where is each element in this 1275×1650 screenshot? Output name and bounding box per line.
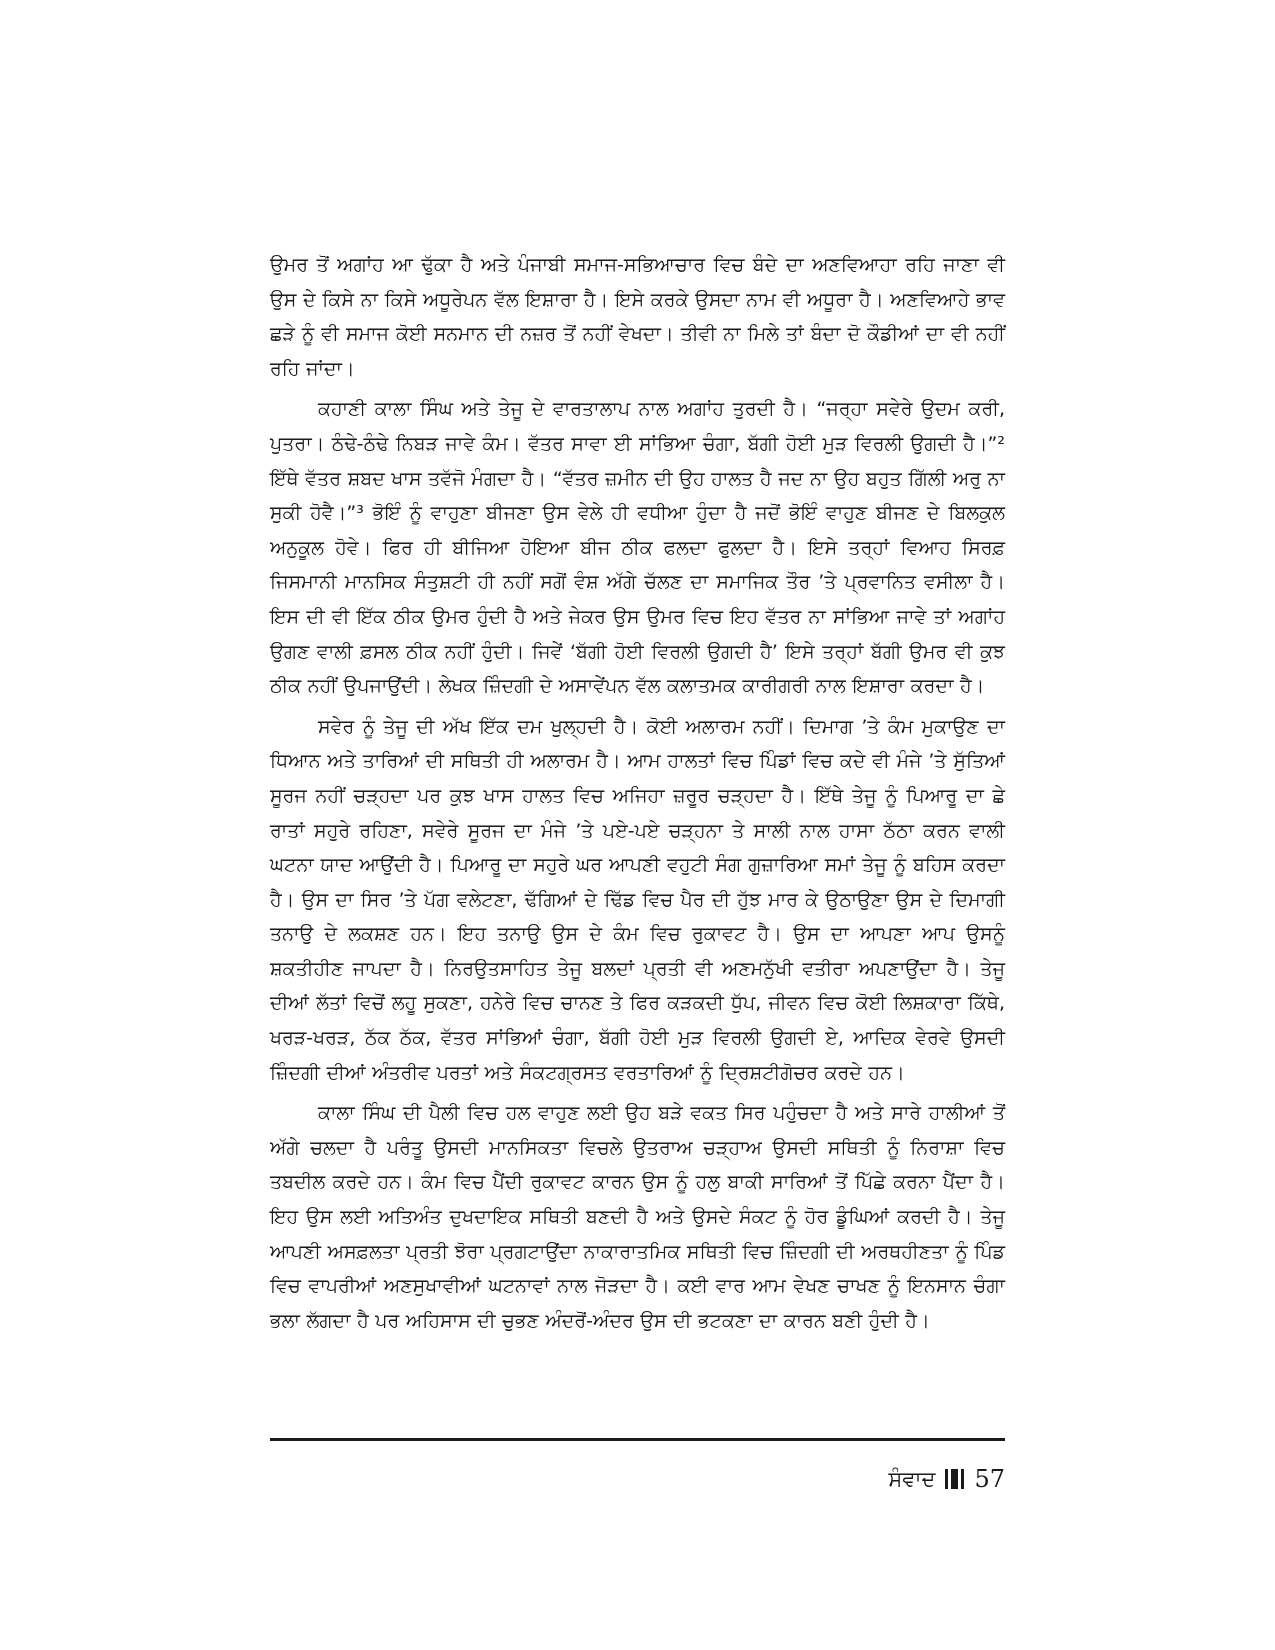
paragraph-2: ਕਹਾਣੀ ਕਾਲਾ ਸਿੰਘ ਅਤੇ ਤੇਜੂ ਦੇ ਵਾਰਤਾਲਾਪ ਨਾਲ ਅਗਾਂਹ ਤੁਰਦੀ ਹੈ। “ਜਰ੍ਹਾ ਸਵੇਰੇ ਉਦਮ ਕਰੀ, ਪੁਤਰਾ। ਠੰਢੇ-ਠੰਢੇ ਨਿਬੜ ਜਾਵੇ ਕੰਮ। ਵੱਤਰ ਸਾਵਾ ਈ ਸਾਂਭਿਆ ਚੰਗਾ, ਬੱਗੀ ਹੋਈ ਮੁੜ ਵਿਰਲੀ ਉਗਦੀ ਹੈ।”² ਇੱਥੇ ਵੱਤਰ ਸ਼ਬਦ ਖਾਸ ਤਵੱਜੋ ਮੰਗਦਾ ਹੈ। “ਵੱਤਰ ਜ਼ਮੀਨ ਦੀ ਉਹ ਹਾਲਤ ਹੈ ਜਦ ਨਾ ਉਹ ਬਹੁਤ ਗਿੱਲੀ ਅਰੁ ਨਾ ਸੁਕੀ ਹੋਵੈ।”³ ਭੋਇੰ ਨੂੰ ਵਾਹੁਣਾ ਬੀਜਣਾ ਉਸ ਵੇਲੇ ਹੀ ਵਧੀਆ ਹੁੰਦਾ ਹੈ ਜਦੋਂ ਭੋਇੰ ਵਾਹੁਣ ਬੀਜਣ ਦੇ ਬਿਲਕੁਲ ਅਨੁਕੂਲ ਹੋਵੇ। ਫਿਰ ਹੀ ਬੀਜਿਆ ਹੋਇਆ ਬੀਜ ਠੀਕ ਫਲਦਾ ਫੁਲਦਾ ਹੈ। ਇਸੇ ਤਰ੍ਹਾਂ ਵਿਆਹ ਸਿਰਫ਼ ਜਿਸਮਾਨੀ ਮਾਨਸਿਕ ਸੰਤੁਸ਼ਟੀ ਹੀ ਨਹੀਂ ਸਗੋਂ ਵੰਸ਼ ਅੱਗੇ ਚੱਲਣ ਦਾ ਸਮਾਜਿਕ ਤੌਰ ’ਤੇ ਪ੍ਰਵਾਨਿਤ ਵਸੀਲਾ ਹੈ। ਇਸ ਦੀ ਵੀ ਇੱਕ ਠੀਕ ਉਮਰ ਹੁੰਦੀ ਹੈ ਅਤੇ ਜੇਕਰ ਉਸ ਉਮਰ ਵਿਚ ਇਹ ਵੱਤਰ ਨਾ ਸਾਂਭਿਆ ਜਾਵੇ ਤਾਂ ਅਗਾਂਹ ਉਗਣ ਵਾਲੀ ਫ਼ਸਲ ਠੀਕ ਨਹੀਂ ਹੁੰਦੀ। ਜਿਵੇਂ ‘ਬੱਗੀ ਹੋਈ ਵਿਰਲੀ ਉਗਦੀ ਹੈ’ ਇਸੇ ਤਰ੍ਹਾਂ ਬੱਗੀ ਉਮਰ ਵੀ ਕੁਝ ਠੀਕ ਨਹੀਂ ਉਪਜਾਉਂਦੀ। ਲੇਖਕ ਜ਼ਿੰਦਗੀ ਦੇ ਅਸਾਵੇਂਪਨ ਵੱਲ ਕਲਾਤਮਕ ਕਾਰੀਗਰੀ ਨਾਲ ਇਸ਼ਾਰਾ ਕਰਦਾ ਹੈ। — [270, 398, 1005, 698]
paragraph-3: ਸਵੇਰ ਨੂੰ ਤੇਜੂ ਦੀ ਅੱਖ ਇੱਕ ਦਮ ਖੁਲ੍ਹਦੀ ਹੈ। ਕੋਈ ਅਲਾਰਮ ਨਹੀਂ। ਦਿਮਾਗ ’ਤੇ ਕੰਮ ਮੁਕਾਉਣ ਦਾ ਧਿਆਨ ਅਤੇ ਤਾਰਿਆਂ ਦੀ ਸਥਿਤੀ ਹੀ ਅਲਾਰਮ ਹੈ। ਆਮ ਹਾਲਤਾਂ ਵਿਚ ਪਿੰਡਾਂ ਵਿਚ ਕਦੇ ਵੀ ਮੰਜੇ ’ਤੇ ਸੁੱਤਿਆਂ ਸੂਰਜ ਨਹੀਂ ਚੜ੍ਹਦਾ ਪਰ ਕੁਝ ਖਾਸ ਹਾਲਤ ਵਿਚ ਅਜਿਹਾ ਜ਼ਰੂਰ ਚੜ੍ਹਦਾ ਹੈ। ਇੱਥੇ ਤੇਜੂ ਨੂੰ ਪਿਆਰੂ ਦਾ ਛੇ ਰਾਤਾਂ ਸਹੁਰੇ ਰਹਿਣਾ, ਸਵੇਰੇ ਸੂਰਜ ਦਾ ਮੰਜੇ ’ਤੇ ਪਏ-ਪਏ ਚੜ੍ਹਨਾ ਤੇ ਸਾਲੀ ਨਾਲ ਹਾਸਾ ਠੱਠਾ ਕਰਨ ਵਾਲੀ ਘਟਨਾ ਯਾਦ ਆਉਂਦੀ ਹੈ। ਪਿਆਰੂ ਦਾ ਸਹੁਰੇ ਘਰ ਆਪਣੀ ਵਹੁਟੀ ਸੰਗ ਗੁਜ਼ਾਰਿਆ ਸਮਾਂ ਤੇਜੂ ਨੂੰ ਬਹਿਸ ਕਰਦਾ ਹੈ। ਉਸ ਦਾ ਸਿਰ ’ਤੇ ਪੱਗ ਵਲੇਟਣਾ, ਢੱਗਿਆਂ ਦੇ ਢਿੱਡ ਵਿਚ ਪੈਰ ਦੀ ਹੁੱਝ ਮਾਰ ਕੇ ਉਠਾਉਣਾ ਉਸ ਦੇ ਦਿਮਾਗੀ ਤਨਾਉ ਦੇ ਲਕਸ਼ਣ ਹਨ। ਇਹ ਤਨਾਉ ਉਸ ਦੇ ਕੰਮ ਵਿਚ ਰੁਕਾਵਟ ਹੈ। ਉਸ ਦਾ ਆਪਣਾ ਆਪ ਉਸਨੂੰ ਸ਼ਕਤੀਹੀਣ ਜਾਪਦਾ ਹੈ। ਨਿਰਉਤਸਾਹਿਤ ਤੇਜੂ ਬਲਦਾਂ ਪ੍ਰਤੀ ਵੀ ਅਣਮਨੁੱਖੀ ਵਤੀਰਾ ਅਪਣਾਉਂਦਾ ਹੈ। ਤੇਜੂ ਦੀਆਂ ਲੱਤਾਂ ਵਿਚੋਂ ਲਹੂ ਸੁਕਣਾ, ਹਨੇਰੇ ਵਿਚ ਚਾਨਣ ਤੇ ਫਿਰ ਕੜਕਦੀ ਧੁੱਪ, ਜੀਵਨ ਵਿਚ ਕੋਈ ਲਿਸ਼ਕਾਰਾ ਕਿੱਥੇ, ਖਰੜ-ਖਰੜ, ਠੱਕ ਠੱਕ, ਵੱਤਰ ਸਾਂਭਿਆਂ ਚੰਗਾ, ਬੱਗੀ ਹੋਈ ਮੁੜ ਵਿਰਲੀ ਉਗਦੀ ਏ, ਆਦਿਕ ਵੇਰਵੇ ਉਸਦੀ ਜ਼ਿੰਦਗੀ ਦੀਆਂ ਅੰਤਰੀਵ ਪਰਤਾਂ ਅਤੇ ਸੰਕਟਗ੍ਰਸਤ ਵਰਤਾਰਿਆਂ ਨੂੰ ਦ੍ਰਿਸ਼ਟੀਗੋਚਰ ਕਰਦੇ ਹਨ। — [270, 715, 1005, 1084]
paragraph-4: ਕਾਲਾ ਸਿੰਘ ਦੀ ਪੈਲੀ ਵਿਚ ਹਲ ਵਾਹੁਣ ਲਈ ਉਹ ਬੜੇ ਵਕਤ ਸਿਰ ਪਹੁੰਚਦਾ ਹੈ ਅਤੇ ਸਾਰੇ ਹਾਲੀਆਂ ਤੋਂ ਅੱਗੇ ਚਲਦਾ ਹੈ ਪਰੰਤੂ ਉਸਦੀ ਮਾਨਸਿਕਤਾ ਵਿਚਲੇ ਉਤਰਾਅ ਚੜ੍ਹਾਅ ਉਸਦੀ ਸਥਿਤੀ ਨੂੰ ਨਿਰਾਸ਼ਾ ਵਿਚ ਤਬਦੀਲ ਕਰਦੇ ਹਨ। ਕੰਮ ਵਿਚ ਪੈਂਦੀ ਰੁਕਾਵਟ ਕਾਰਨ ਉਸ ਨੂੰ ਹਲੁ ਬਾਕੀ ਸਾਰਿਆਂ ਤੋਂ ਪਿੱਛੇ ਕਰਨਾ ਪੈਂਦਾ ਹੈ। ਇਹ ਉਸ ਲਈ ਅਤਿਅੰਤ ਦੁਖਦਾਇਕ ਸਥਿਤੀ ਬਣਦੀ ਹੈ ਅਤੇ ਉਸਦੇ ਸੰਕਟ ਨੂੰ ਹੋਰ ਡੂੰਘਿਆਂ ਕਰਦੀ ਹੈ। ਤੇਜੂ ਆਪਣੀ ਅਸਫ਼ਲਤਾ ਪ੍ਰਤੀ ਝੋਰਾ ਪ੍ਰਗਟਾਉਂਦਾ ਨਾਕਾਰਾਤਮਿਕ ਸਥਿਤੀ ਵਿਚ ਜ਼ਿੰਦਗੀ ਦੀ ਅਰਥਹੀਣਤਾ ਨੂੰ ਪਿੰਡ ਵਿਚ ਵਾਪਰੀਆਂ ਅਣਸੁਖਾਵੀਆਂ ਘਟਨਾਵਾਂ ਨਾਲ ਜੋੜਦਾ ਹੈ। ਕਈ ਵਾਰ ਆਮ ਵੇਖਣ ਚਾਖਣ ਨੂੰ ਇਨਸਾਨ ਚੰਗਾ ਭਲਾ ਲੱਗਦਾ ਹੈ ਪਰ ਅਹਿਸਾਸ ਦੀ ਚੁਭਣ ਅੰਦਰੋਂ-ਅੰਦਰ ਉਸ ਦੀ ਭਟਕਣਾ ਦਾ ਕਾਰਨ ਬਣੀ ਹੁੰਦੀ ਹੈ। — [270, 1102, 1005, 1332]
paragraph-1: ਉਮਰ ਤੋਂ ਅਗਾਂਹ ਆ ਢੁੱਕਾ ਹੈ ਅਤੇ ਪੰਜਾਬੀ ਸਮਾਜ-ਸਭਿਆਚਾਰ ਵਿਚ ਬੰਦੇ ਦਾ ਅਣਵਿਆਹਾ ਰਹਿ ਜਾਣਾ ਵੀ ਉਸ ਦੇ ਕਿਸੇ ਨਾ ਕਿਸੇ ਅਧੂਰੇਪਨ ਵੱਲ ਇਸ਼ਾਰਾ ਹੈ। ਇਸੇ ਕਰਕੇ ਉਸਦਾ ਨਾਮ ਵੀ ਅਧੂਰਾ ਹੈ। ਅਣਵਿਆਹੇ ਭਾਵ ਛੜੇ ਨੂੰ ਵੀ ਸਮਾਜ ਕੋਈ ਸਨਮਾਨ ਦੀ ਨਜ਼ਰ ਤੋਂ ਨਹੀਂ ਵੇਖਦਾ। ਤੀਵੀ ਨਾ ਮਿਲੇ ਤਾਂ ਬੰਦਾ ਦੋ ਕੌਡੀਆਂ ਦਾ ਵੀ ਨਹੀਂ ਰਹਿ ਜਾਂਦਾ। — [270, 254, 1005, 380]
page-number: 57 — [974, 1465, 1005, 1493]
journal-name: ਸੰਵਾਦ — [888, 1466, 936, 1491]
footer-rule — [270, 1438, 1005, 1441]
separator-bars-icon — [945, 1468, 964, 1490]
body-text — [270, 248, 1005, 1344]
page-footer — [888, 1465, 1005, 1493]
